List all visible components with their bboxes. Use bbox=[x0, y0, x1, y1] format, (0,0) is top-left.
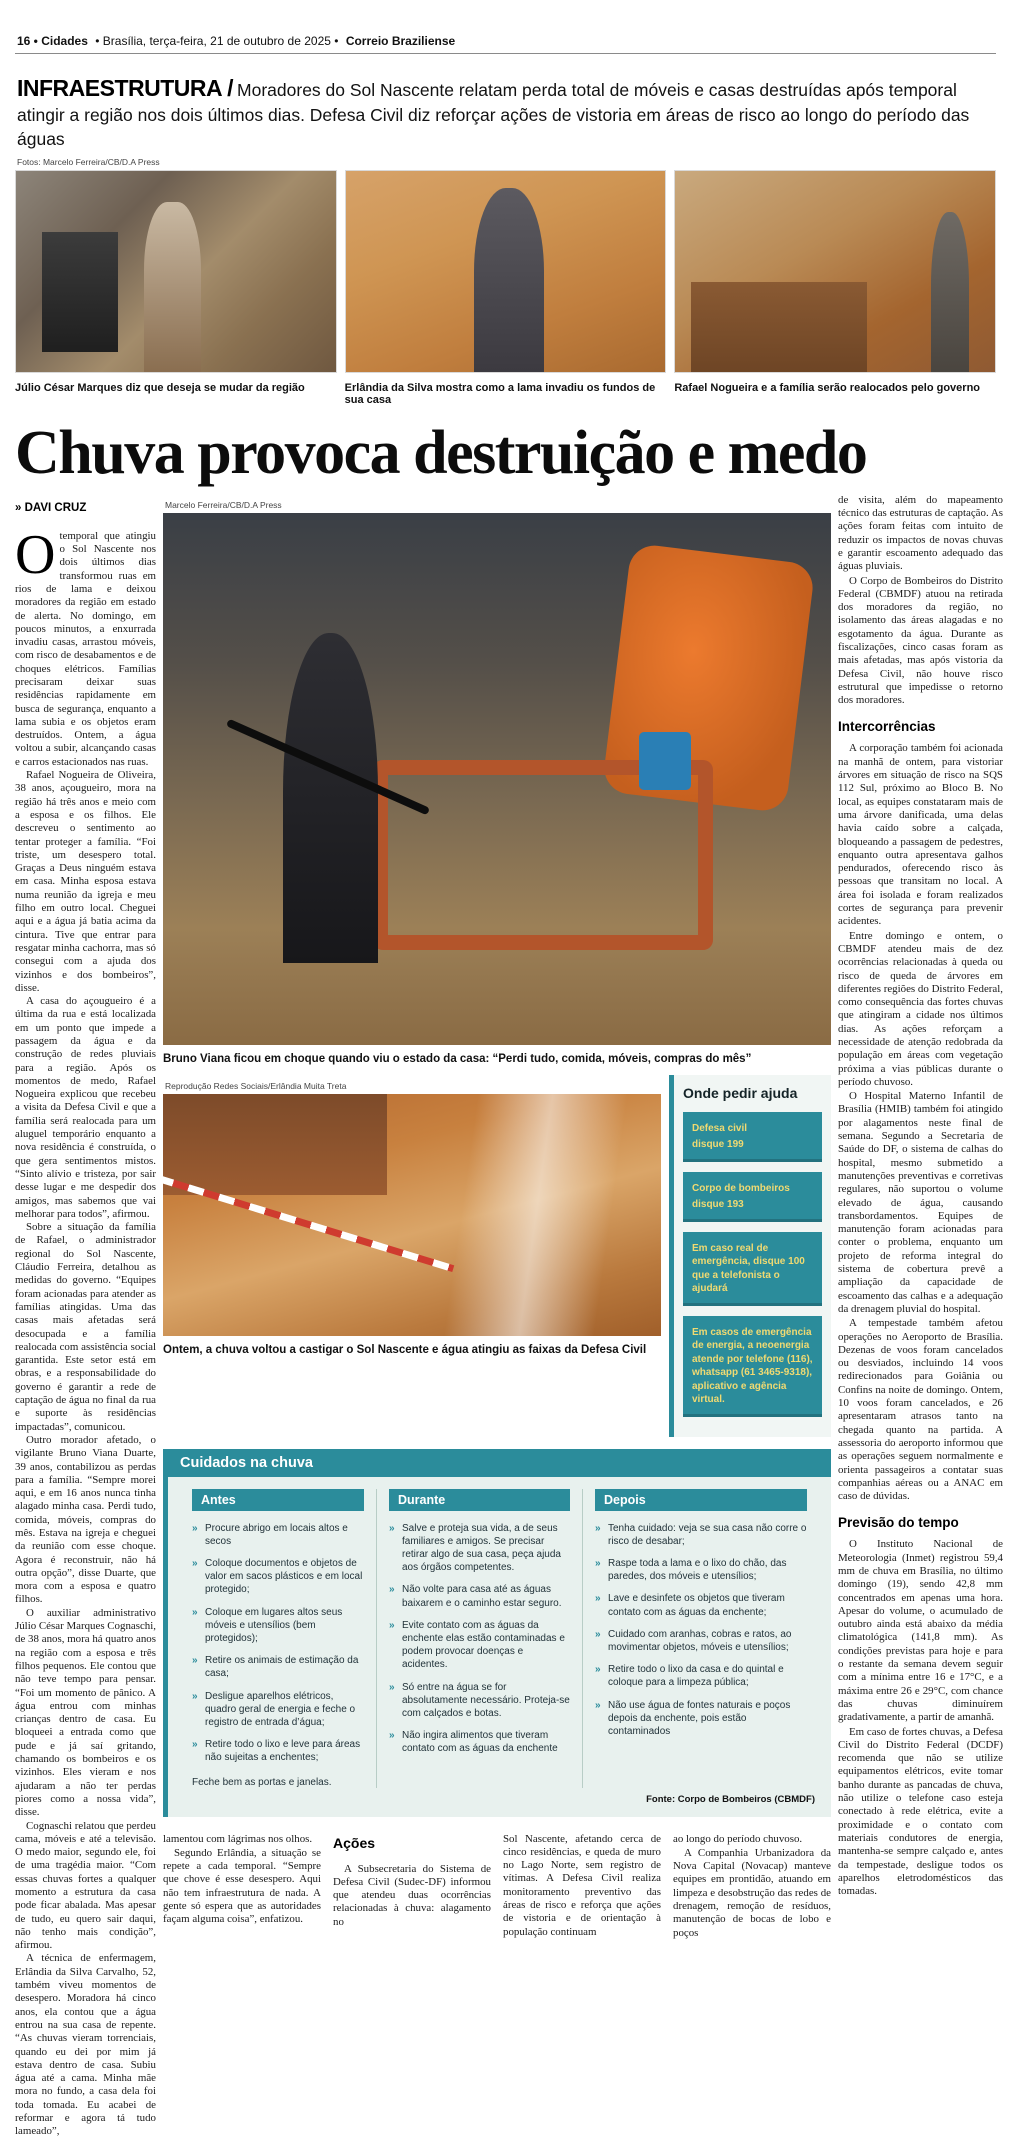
photo-erlandia bbox=[345, 170, 667, 373]
checklist-item: » Lave e desinfete os objetos que tiveram contato com as águas da enchente; bbox=[595, 1592, 807, 1618]
section-heading-intercorrencias: Intercorrências bbox=[838, 719, 936, 735]
photo-figure-erlandia bbox=[345, 170, 667, 406]
photo-rafael bbox=[674, 170, 996, 373]
aid-card-phone: disque 199 bbox=[692, 1139, 744, 1151]
aid-card-bombeiros bbox=[683, 1172, 822, 1222]
main-photo-credit: Marcelo Ferreira/CB/D.A Press bbox=[165, 499, 282, 510]
aid-card-defesa-civil bbox=[683, 1112, 822, 1162]
main-photo-caption: Bruno Viana ficou em choque quando viu o estado da casa: “Perdi tudo, comida, móveis, compras do mês” bbox=[163, 1052, 752, 1065]
article-columns bbox=[15, 493, 1003, 2139]
cuidados-columns bbox=[168, 1477, 831, 1792]
checklist-item: » Evite contato com as águas da enchente elas estão contaminadas e podem provocar doenças e acidentes. bbox=[389, 1619, 570, 1672]
right-column bbox=[838, 494, 1003, 1900]
checklist-item: » Não volte para casa até as águas baixarem e o caminho estar seguro. bbox=[389, 1583, 570, 1609]
paragraph: ao longo do período chuvoso. bbox=[673, 1832, 803, 1845]
person-shape bbox=[283, 633, 378, 963]
flood-photo-caption: Ontem, a chuva voltou a castigar o Sol Nascente e água atingiu as faixas da Defesa Civil bbox=[163, 1343, 647, 1356]
checklist-item: » Retire os animais de estimação da casa; bbox=[192, 1654, 364, 1680]
checklist-item: » Salve e proteja sua vida, a de seus familiares e amigos. Se precisar retirar algo de sua casa, peça ajuda aos órgãos competentes. bbox=[389, 1522, 570, 1575]
flood-photo-credit: Reprodução Redes Sociais/Erlândia Muita Treta bbox=[165, 1080, 347, 1091]
photo-bruno-house bbox=[163, 513, 831, 1045]
cuidados-antes-heading: Antes bbox=[192, 1489, 364, 1511]
rubble-shape bbox=[691, 282, 867, 372]
kicker-text: Moradores do Sol Nascente relatam perda total de móveis e casas destruídas após temporal atingir a região nos dois últimos dias. Defesa Civil diz reforçar ações de vistoria em áreas de risco ao longo do período das águas bbox=[17, 80, 970, 149]
paragraph: A Companhia Urbanizadora da Nova Capital (Novacap) manteve equipes em prontidão, atuando em limpeza e desobstrução das redes de drenagem, remoção de resíduos, manutenção de bocas de lobo e poços bbox=[673, 1846, 831, 1939]
drop-cap: O bbox=[15, 523, 56, 586]
paragraph: A Subsecretaria do Sistema de Defesa Civil (Sudec-DF) informou que atendeu duas ocorrências relacionadas à chuva: alagamento no bbox=[333, 1862, 491, 1928]
paragraph: Segundo Erlândia, a situação se repete a cada temporal. “Sempre que chove é esse desespero. Aqui não tem infraestrutura de nada. A gente só espera que as autoridades façam alguma coisa”, enfatizou. bbox=[163, 1846, 321, 1926]
section-heading-previsao: Previsão do tempo bbox=[838, 1515, 959, 1531]
page-folio: 16 • Cidades bbox=[17, 34, 88, 48]
paragraph: A técnica de enfermagem, Erlândia da Silva Carvalho, 52, também viveu momentos de desespero. Moradora há cinco anos, ela contou que a água entrou na sua casa de repente. “As chuvas vieram torrenciais, quando eu dei por mim já estava dentro de casa. Subiu água até a cama. Minha mãe mora no fundo, a casa dela foi toda tomada. Eu acabei de reformar e agora tá tudo lameado”, bbox=[15, 1952, 156, 2138]
paragraph: Rafael Nogueira de Oliveira, 38 anos, açougueiro, mora na região há três anos e meio com a esposa e os filhos. Ele descreveu o sentimento ao tentar proteger a família. “Foi triste, um desespero total. Graças a Deus ninguém estava em casa. Minha esposa estava numa reunião da igreja e meu filho em outro local. Cheguei aqui e a água já batia acima da cintura. Tive que entrar para resgatar minha cachorra, mas só consegui com a ajuda dos vizinhos e dos bombeiros”, disse. bbox=[15, 769, 156, 994]
bottom-col-3 bbox=[503, 1833, 661, 1941]
left-column bbox=[15, 494, 156, 2139]
cuidados-antes-footer: Feche bem as portas e janelas. bbox=[192, 1776, 332, 1788]
photo-figure-julio bbox=[15, 170, 337, 406]
center-column bbox=[163, 494, 831, 1941]
person-shape bbox=[931, 212, 969, 373]
wall-shape bbox=[163, 1094, 387, 1196]
bottom-col-2 bbox=[333, 1833, 491, 1941]
paragraph bbox=[15, 523, 156, 769]
photo-julio bbox=[15, 170, 337, 373]
kicker bbox=[17, 74, 994, 151]
masthead-date: • Brasília, terça-feira, 21 de outubro de 2025 • bbox=[95, 34, 339, 48]
paragraph: lamentou com lágrimas nos olhos. bbox=[163, 1832, 313, 1845]
byline-marker: » bbox=[15, 501, 22, 514]
paragraph: Em caso de fortes chuvas, a Defesa Civil do Distrito Federal (DCDF) recomenda que não se utilize equipamentos elétricos, evite tomar banho durante as pancadas de chuva, não utilize o telefone caso esteja conectado à rede elétrica, evite a proximidade e o contato com materiais condutores de energia, mantenha-se sempre calçado e, antes da tempestade, desligue todos os aparelhos eletrodomésticos das tomadas. bbox=[838, 1725, 1003, 1898]
checklist-item: » Não use água de fontes naturais e poços depois da enchente, pois estão contaminados bbox=[595, 1699, 807, 1739]
cuidados-depois-heading: Depois bbox=[595, 1489, 807, 1511]
cuidados-antes-list bbox=[192, 1522, 364, 1765]
paragraph: Cognaschi relatou que perdeu cama, móveis e até a televisão. O medo maior, segundo ele, foi de uma tragédia maior. “Com essas chuvas fortes a qualquer momento a estrutura da casa pode ficar abalada. Mas apesar de tudo, eu quero sair daqui, não tenho mais condição”, afirmou. bbox=[15, 1819, 156, 1952]
aid-box bbox=[669, 1075, 831, 1437]
paragraph: de visita, além do mapeamento técnico das estruturas de captação. As ações foram feitas com intuito de reduzir os impactos de novas chuvas e garantir escoamento adequado das águas pluviais. bbox=[838, 493, 1003, 573]
paragraph: O Corpo de Bombeiros do Distrito Federal (CBMDF) atuou na retirada dos moradores da região, no isolamento das áreas alagadas e no esgotamento da água. Durante as fiscalizações, cinco casas foram as mais afetadas, mas após vistoria da Defesa Civil, não houve risco estrutural que impedisse o retorno dos moradores. bbox=[838, 574, 1003, 707]
cuidados-durante bbox=[376, 1489, 582, 1788]
checklist-item: » Retire todo o lixo e leve para áreas não sujeitas a enchentes; bbox=[192, 1738, 364, 1764]
furniture-shape bbox=[42, 232, 119, 353]
headline: Chuva provoca destruição e medo bbox=[15, 419, 867, 488]
cuidados-title: Cuidados na chuva bbox=[168, 1449, 831, 1477]
aid-card-energia: Em casos de emergência de energia, a neoenergia atende por telefone (116), whatsapp (61 3465-9318), aplicativo e agência virtual. bbox=[683, 1316, 822, 1417]
flood-and-aid-row bbox=[163, 1075, 831, 1437]
cuidados-depois-list bbox=[595, 1522, 807, 1738]
bucket-shape bbox=[639, 732, 691, 790]
paragraph: Outro morador afetado, o vigilante Bruno Viana Duarte, 39 anos, contabilizou as perdas para a família. “Sempre morei aqui, e em 16 anos nunca tinha alagado minha casa. Perdi tudo, comida, móveis, compras do mês. Estava na igreja e cheguei da reunião com esse choque. Agora é reconstruir, não há outra opção”, disse Duarte, que mora com a esposa e quatro filhos. bbox=[15, 1433, 156, 1606]
checklist-item: » Raspe toda a lama e o lixo do chão, das paredes, dos móveis e utensílios; bbox=[595, 1557, 807, 1583]
checklist-item: » Só entre na água se for absolutamente necessário. Proteja-se com calçados e botas. bbox=[389, 1681, 570, 1721]
water-glare-shape bbox=[444, 1094, 628, 1336]
paragraph: Sobre a situação da família de Rafael, o administrador regional do Sol Nascente, Cláudio Ferreira, detalhou as medidas do governo. “Equipes foram acionadas para atender as famílias atingidas. Uma das casas mais afetadas será desocupada e a família realocada com assistência social garantida. Este setor está em obras, e a responsabilidade do governo é garantir a rede de captação de água no final da rua e suporte às residências impactadas”, comunicou. bbox=[15, 1221, 156, 1433]
photo-flooded-street bbox=[163, 1094, 661, 1336]
paragraph: O auxiliar administrativo Júlio César Marques Cognaschi, de 38 anos, mora há quatro anos na região com a esposa e três filhos pequenos. Ele contou que não teve tempo para pensar. “Foi um momento de pânico. A água entrou com minhas crianças dentro de casa. Eu bloqueei a entrada como que pude e já saí gritando, chamando os bombeiros e os vizinhos. Eles vieram e nos ajudaram a não ter perdas piores como a nossa vida”, disse. bbox=[15, 1606, 156, 1819]
flood-photo-block bbox=[163, 1075, 661, 1437]
cuidados-depois bbox=[582, 1489, 819, 1788]
cuidados-antes bbox=[180, 1489, 376, 1788]
paragraph: Entre domingo e ontem, o CBMDF atendeu mais de dez ocorrências relacionadas à queda ou risco de queda de árvores em diferentes regiões do Distrito Federal, como consequência das fortes chuvas que atingiram a cidade nos últimos dias. As ações reforçam a necessidade de atenção redobrada da população em áreas com vegetação próxima a vias públicas durante o período chuvoso. bbox=[838, 929, 1003, 1088]
checklist-item: » Tenha cuidado: veja se sua casa não corre o risco de desabar; bbox=[595, 1522, 807, 1548]
acoes-heading: Ações bbox=[333, 1834, 376, 1851]
photo-caption: Júlio César Marques diz que deseja se mudar da região bbox=[15, 382, 305, 395]
photo-caption: Erlândia da Silva mostra como a lama invadiu os fundos de sua casa bbox=[344, 382, 656, 407]
paragraph: O Instituto Nacional de Meteorologia (Inmet) registrou 59,4 mm de chuva em Brasília, no último domingo (19), sendo 42,8 mm concentrados em apenas uma hora. Apesar do volume, o acumulado de outubro ainda está abaixo da média climatológica (141,8 mm). As condições previstas para hoje e para o restante da semana devem seguir com a mínima entre 16 e 17°C, e a máxima entre 26 e 29°C, com chance das chuvas diminuírem gradativamente, a partir de amanhã. bbox=[838, 1538, 1003, 1724]
photo-figure-rafael bbox=[674, 170, 996, 406]
aid-card-phone: disque 193 bbox=[692, 1199, 744, 1211]
bottom-col-4 bbox=[673, 1833, 831, 1941]
paper-name: Correio Braziliense bbox=[345, 34, 456, 48]
person-shape bbox=[144, 202, 202, 373]
aid-card-title: Corpo de bombeiros bbox=[692, 1182, 790, 1194]
byline-name: DAVI CRUZ bbox=[24, 501, 87, 514]
masthead bbox=[15, 8, 996, 54]
checklist-item: » Coloque em lugares altos seus móveis e utensílios (bem protegidos); bbox=[192, 1606, 364, 1646]
photo-caption: Rafael Nogueira e a família serão realocados pelo governo bbox=[674, 382, 981, 395]
checklist-item: » Não ingira alimentos que tiveram contato com as águas da enchente bbox=[389, 1729, 570, 1755]
bottom-text-row bbox=[163, 1833, 831, 1941]
checklist-item: » Cuidado com aranhas, cobras e ratos, ao movimentar objetos, móveis e utensílios; bbox=[595, 1628, 807, 1654]
photos-credit: Fotos: Marcelo Ferreira/CB/D.A Press bbox=[17, 157, 160, 168]
checklist-item: » Coloque documentos e objetos de valor em sacos plásticos e em local protegido; bbox=[192, 1557, 364, 1597]
bottom-col-1 bbox=[163, 1833, 321, 1941]
photo-strip bbox=[15, 170, 996, 406]
byline bbox=[15, 502, 156, 514]
cuidados-panel bbox=[163, 1449, 831, 1817]
paragraph-text: temporal que atingiu o Sol Nascente nos dois últimos dias transformou ruas em rios de lama e deixou moradores da região em estado de alerta. No domingo, em poucos minutos, a enxurrada invadiu casas, arrastou móveis, com risco de desabamentos e de choques elétricos. Famílias precisaram deixar suas residências rapidamente em busca de segurança, enquanto a lama subia e os objetos eram destruídos. Ontem, a água voltou a subir, alcançando casas e carros estacionados nas ruas. bbox=[15, 529, 156, 768]
cuidados-durante-list bbox=[389, 1522, 570, 1756]
cuidados-source: Fonte: Corpo de Bombeiros (CBMDF) bbox=[646, 1793, 815, 1805]
aid-card-emergencia: Em caso real de emergência, disque 100 que a telefonista o ajudará bbox=[683, 1232, 822, 1306]
paragraph: A tempestade também afetou operações no Aeroporto de Brasília. Dezenas de voos foram cancelados ou desviados, incluindo 14 voos redirecionados para Goiânia ou Confins na noite de domingo. Ontem, 10 voos foram cancelados, e 26 apresentaram atrasos tanto na chegada quanto na partida. A assessoria do aeroporto informou que as operações seguem normalmente e orienta passageiros a contatar suas companhias aéreas ou a ANAC em caso de dúvidas. bbox=[838, 1317, 1003, 1503]
cuidados-durante-heading: Durante bbox=[389, 1489, 570, 1511]
paragraph: A casa do açougueiro é a última da rua e está localizada em um ponto que impede a passagem da água e da construção de redes pluviais para a região. Após os momentos de medo, Rafael Nogueira explicou que recebeu a visita da Defesa Civil e que a família será realocada para um aluguel temporário enquanto a nova residência é construída, o que gera sentimentos mistos. “Sinto alívio e tristeza, por sair desse lugar e me despedir dos amigos, mas sabemos que vai melhorar para todos”, afirmou. bbox=[15, 995, 156, 1220]
checklist-item: » Retire todo o lixo da casa e do quintal e coloque para a limpeza pública; bbox=[595, 1663, 807, 1689]
paragraph: Sol Nascente, afetando cerca de cinco residências, e queda de muro no Lago Norte, sem registro de vítimas. A Defesa Civil realiza monitoramento preventivo das áreas de risco e reforça que ações de vistoria e de orientação à população continuam bbox=[503, 1832, 661, 1938]
checklist-item: » Procure abrigo em locais altos e secos bbox=[192, 1522, 364, 1548]
kicker-label: INFRAESTRUTURA / bbox=[17, 75, 234, 101]
paragraph: O Hospital Materno Infantil de Brasília (HMIB) também foi atingido por alagamentos neste final de semana. Segundo a Secretaria de Saúde do DF, o sistema de calhas do hospital, mesmo submetido a manutenções preventivas e corretivas regulares, não suportou o volume elevado de água, causando transbordamentos. Equipes de manutenção foram acionadas para conter o problema, enquanto um projeto de reforma integral do sistema de cobertura prevê a ampliação da capacidade de escoamento das calhas e a adequação da drenagem pluvial do hospital. bbox=[838, 1090, 1003, 1315]
person-shape bbox=[474, 188, 544, 373]
aid-box-title: Onde pedir ajuda bbox=[683, 1084, 798, 1101]
aid-card-title: Defesa civil bbox=[692, 1122, 748, 1134]
checklist-item: » Desligue aparelhos elétricos, quadro geral de energia e feche o registro de entrada d’água; bbox=[192, 1690, 364, 1730]
paragraph: A corporação também foi acionada na manhã de ontem, para vistoriar árvores em situação de risco na SQS 112 Sul, próximo ao Bloco B. No local, as equipes constataram mais de uma árvore danificada, uma delas havia caído sobre a calçada, bloqueando a passagem de pedestres, enquanto outra apresentava galhos pendurados, oferecendo risco às pessoas que transitam no local. A área foi isolada e foram realizados cortes de segurança para prevenir acidentes. bbox=[838, 742, 1003, 928]
